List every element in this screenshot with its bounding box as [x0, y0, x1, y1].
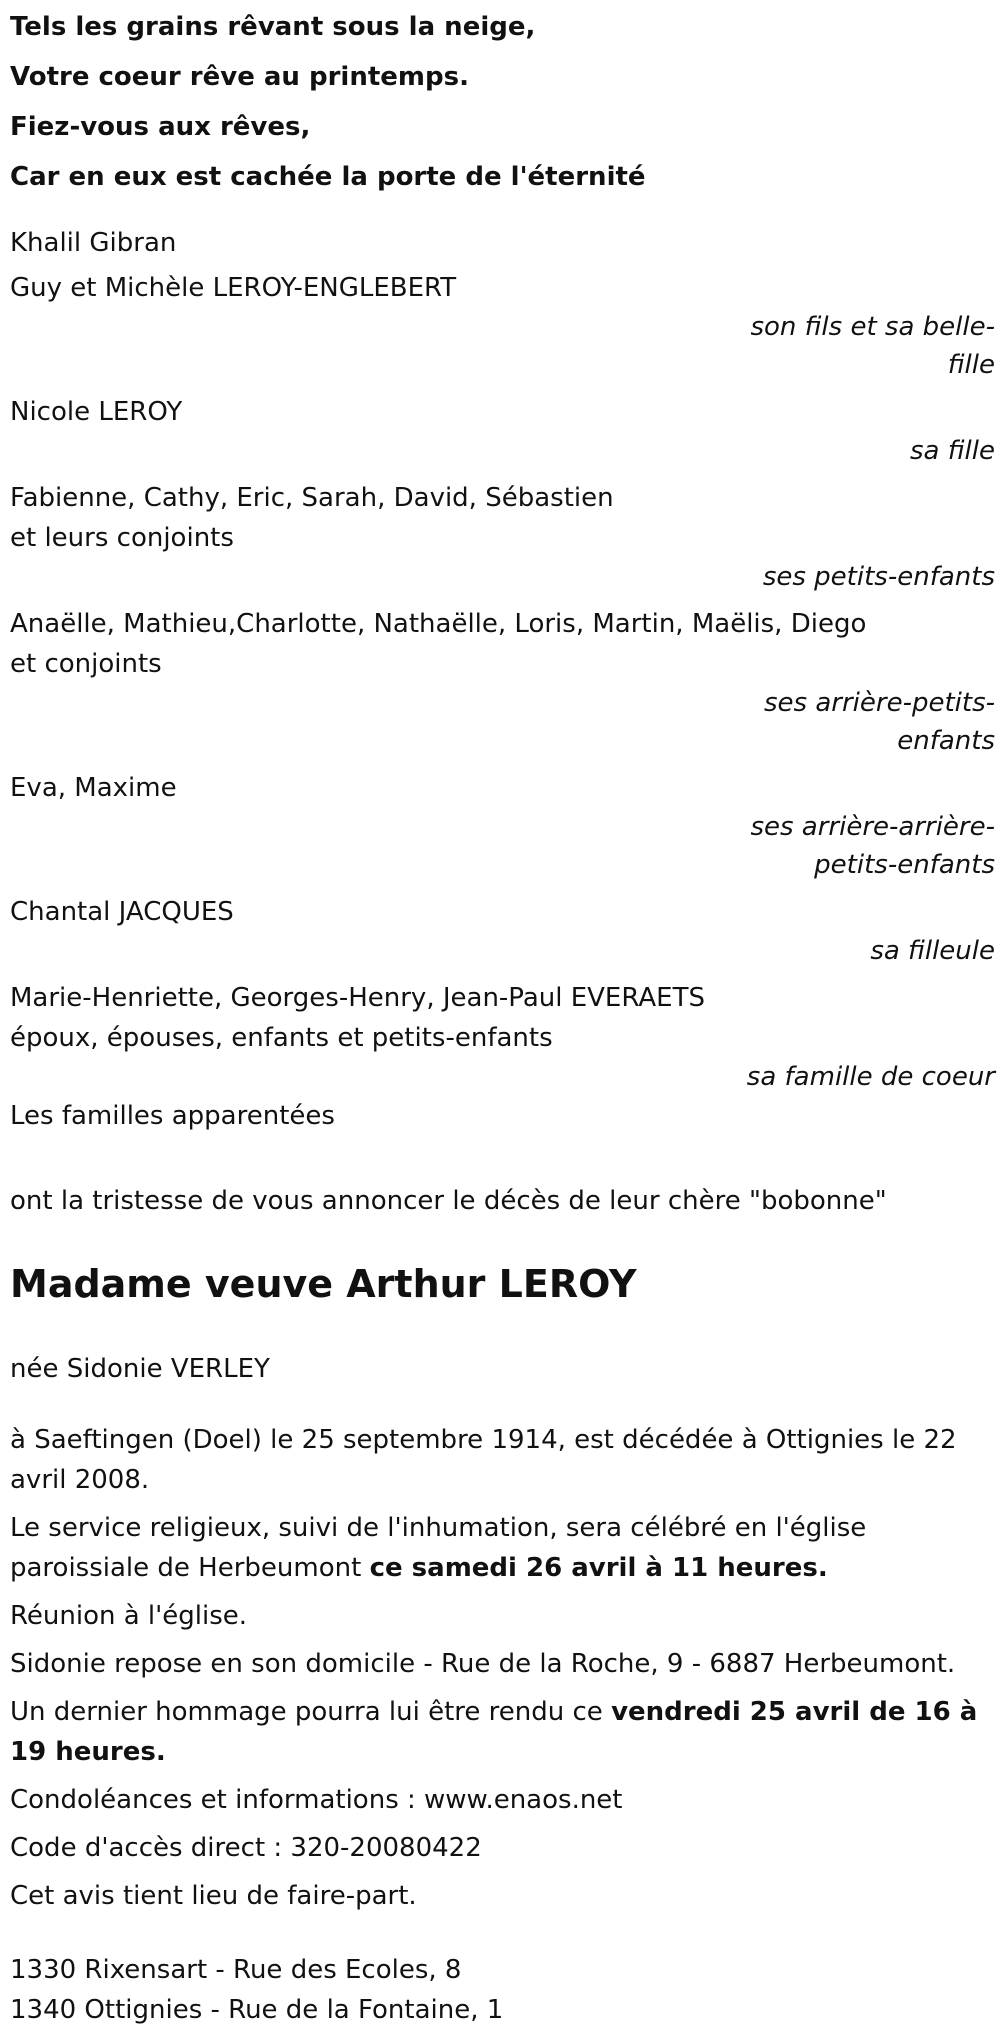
meeting-details: Réunion à l'église.: [10, 1601, 248, 1631]
poem-line: Tels les grains rêvant sous la neige,: [10, 12, 536, 42]
birth-death-details: à Saeftingen (Doel) le 25 septembre 1914, est décédée à Ottignies le 22 avril 2008.: [10, 1425, 957, 1495]
family-entry: [10, 768, 995, 884]
family-name: Nicole LEROY: [10, 397, 183, 427]
announcement: ont la tristesse de vous annoncer le décès de leur chère "bobonne": [10, 1186, 887, 1216]
family-name: Fabienne, Cathy, Eric, Sarah, David, Sébastien: [10, 483, 614, 513]
family-list: [10, 268, 995, 1136]
family-entry: [10, 604, 995, 760]
family-relation: sa fille: [910, 436, 995, 466]
notice-text: Cet avis tient lieu de faire-part.: [10, 1881, 417, 1911]
family-name: Anaëlle, Mathieu,Charlotte, Nathaëlle, Loris, Martin, Maëlis, Diego: [10, 609, 867, 639]
obituary-content: [10, 0, 995, 2030]
family-relation: ses arrière-petits-enfants: [764, 688, 995, 756]
family-entry: [10, 978, 995, 1096]
family-name: Guy et Michèle LEROY-ENGLEBERT: [10, 273, 457, 303]
tribute-datetime: vendredi 25 avril de 16 à 19 heures.: [10, 1697, 978, 1767]
rest-location: Sidonie repose en son domicile - Rue de la Roche, 9 - 6887 Herbeumont.: [10, 1649, 956, 1679]
service-datetime: ce samedi 26 avril à 11 heures.: [369, 1553, 828, 1583]
family-name-line2: et conjoints: [10, 649, 162, 679]
family-entry: [10, 892, 995, 970]
condolences-info: Condoléances et informations : www.enaos.net: [10, 1785, 623, 1815]
family-relation: ses arrière-arrière-petits-enfants: [750, 812, 995, 880]
poem: [10, 0, 995, 194]
family-name-line2: et leurs conjoints: [10, 523, 234, 553]
family-entry: [10, 268, 995, 384]
family-name: Eva, Maxime: [10, 773, 177, 803]
deceased-name: Madame veuve Arthur LEROY: [10, 1262, 637, 1306]
born-name: née Sidonie VERLEY: [10, 1354, 270, 1384]
service-details: [10, 1508, 995, 1588]
family-relation: sa famille de coeur: [746, 1062, 995, 1092]
family-entry: [10, 1096, 995, 1136]
family-relation: sa filleule: [870, 936, 995, 966]
family-entry: [10, 392, 995, 470]
access-code: Code d'accès direct : 320-20080422: [10, 1833, 482, 1863]
address-line: 1330 Rixensart - Rue des Ecoles, 8: [10, 1955, 462, 1985]
tribute-details: [10, 1692, 995, 1772]
spacer: [10, 1916, 995, 1950]
family-name: Les familles apparentées: [10, 1101, 335, 1131]
address-line: 1340 Ottignies - Rue de la Fontaine, 1: [10, 1995, 504, 2025]
family-name-line2: époux, épouses, enfants et petits-enfants: [10, 1023, 553, 1053]
poem-line: Votre coeur rêve au printemps.: [10, 62, 469, 92]
family-relation: son fils et sa belle-fille: [750, 312, 995, 380]
family-entry: [10, 478, 995, 596]
family-relation: ses petits-enfants: [762, 562, 995, 592]
family-name: Chantal JACQUES: [10, 897, 234, 927]
service-text: Le service religieux, suivi de l'inhumation, sera célébré en l'église paroissiale de Herbeumont: [10, 1513, 867, 1583]
tribute-text: Un dernier hommage pourra lui être rendu ce: [10, 1697, 612, 1727]
poem-line: Fiez-vous aux rêves,: [10, 112, 311, 142]
family-name: Marie-Henriette, Georges-Henry, Jean-Paul EVERAETS: [10, 983, 705, 1013]
poem-author: Khalil Gibran: [10, 228, 177, 258]
poem-line: Car en eux est cachée la porte de l'éternité: [10, 162, 646, 192]
